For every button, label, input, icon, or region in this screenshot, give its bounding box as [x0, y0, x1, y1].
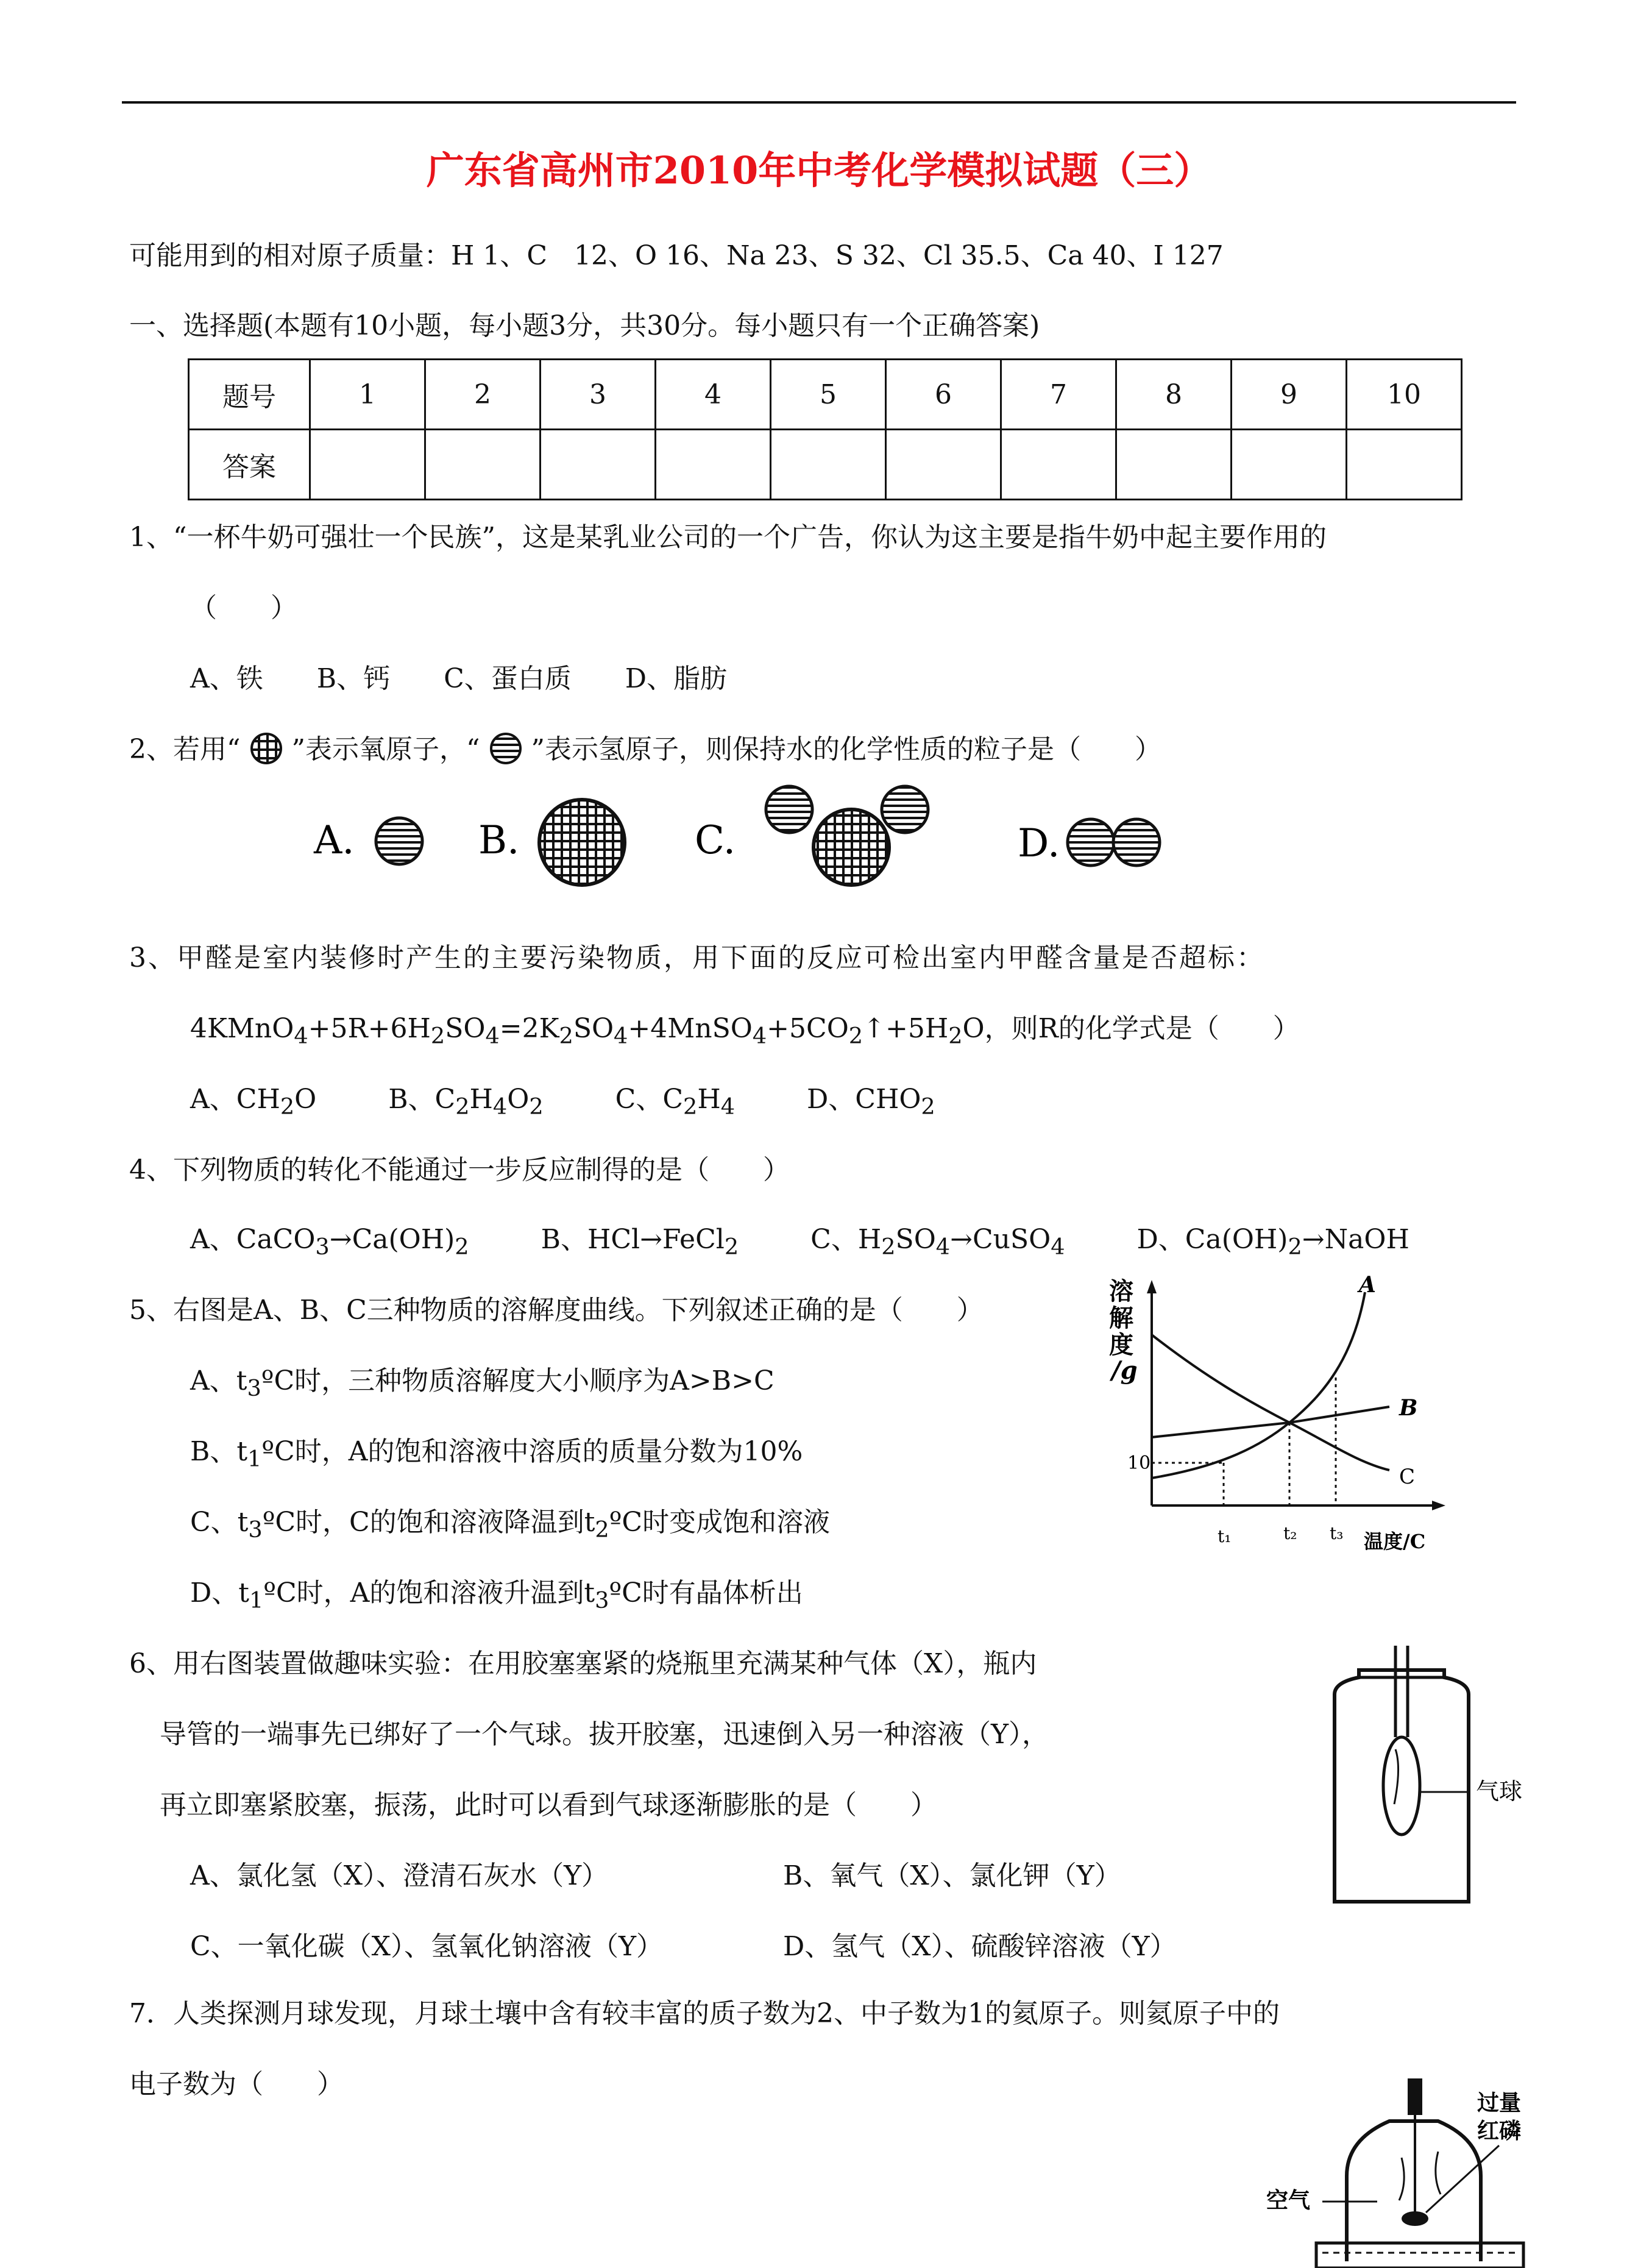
flask-outline — [1335, 1670, 1469, 1902]
subscript: 3 — [247, 1374, 261, 1401]
solubility-chart — [1097, 1274, 1475, 1560]
y-tick-label: 10 — [1127, 1452, 1151, 1474]
subscript: 3 — [315, 1233, 330, 1260]
x-tick-label-t2: t₂ — [1283, 1523, 1297, 1543]
answer-cell[interactable] — [310, 430, 425, 500]
table-row-label: 题号 — [189, 360, 310, 430]
answer-cell[interactable] — [1232, 430, 1347, 500]
option-text: H — [697, 1084, 721, 1115]
y-axis-arrow — [1147, 1280, 1157, 1293]
hydrogen-atom-icon — [766, 786, 812, 833]
q7-stem-1: 7．人类探测月球发现，月球土壤中含有较丰富的质子数为2、中子数为1的氦原子。则氦原子中的 — [129, 1998, 1280, 2029]
eq-text: SO — [573, 1013, 614, 1044]
q6-option-a: A、氯化氢（X）、澄清石灰水（Y） — [190, 1860, 609, 1891]
subscript: 2 — [683, 1093, 698, 1120]
q3-stem: 3、甲醛是室内装修时产生的主要污染物质，用下面的反应可检出室内甲醛含量是否超标： — [129, 942, 1265, 973]
q2-stem-part: ”表示氧原子，“ — [291, 734, 480, 765]
table-row — [189, 360, 1462, 430]
q6-stem-1: 6、用右图装置做趣味实验：在用胶塞塞紧的烧瓶里充满某种气体（X），瓶内 — [129, 1648, 1037, 1679]
hydrogen-atom-icon — [1068, 819, 1114, 866]
page-title: 广东省高州市2010年中考化学模拟试题（三） — [426, 148, 1212, 193]
table-row — [189, 430, 1462, 500]
hydrogen-atom-icon — [376, 818, 422, 864]
option-text: →NaOH — [1302, 1224, 1409, 1255]
subscript: 2 — [724, 1233, 739, 1260]
subscript: 2 — [1288, 1233, 1302, 1260]
q4-stem: 4、下列物质的转化不能通过一步反应制得的是（ ） — [129, 1154, 790, 1186]
option-text: →CuSO — [950, 1224, 1051, 1255]
q5-stem: 5、右图是A、B、C三种物质的溶解度曲线。下列叙述正确的是（ ） — [129, 1295, 984, 1326]
y-axis-label-2: 解 — [1109, 1304, 1133, 1332]
option-text: A、CH — [190, 1084, 280, 1115]
option-text: O — [294, 1084, 317, 1115]
q3-equation — [190, 1011, 1300, 1054]
q1-stem: 1、“一杯牛奶可强壮一个民族”，这是某乳业公司的一个广告，你认为这主要是指牛奶中起主要作用的 — [129, 522, 1327, 553]
eq-text: O，则R的化学式是（ ） — [962, 1013, 1300, 1044]
balloon-shading — [1394, 1749, 1399, 1804]
q2-stem-part: ”表示氢原子，则保持水的化学性质的粒子是（ ） — [531, 734, 1161, 765]
curve-a-label: A — [1359, 1274, 1376, 1298]
red-phosphorus-label-1: 过量 — [1477, 2090, 1522, 2116]
phosphorus-spoon — [1402, 2211, 1428, 2226]
table-cell: 1 — [310, 360, 425, 430]
q6-option-c: C、一氧化碳（X）、氢氧化钠溶液（Y） — [190, 1931, 664, 1962]
q7-stem-2: 电子数为（ ） — [129, 2069, 344, 2100]
subscript: 4 — [1051, 1233, 1065, 1260]
option-text: O — [507, 1084, 530, 1115]
option-text: ºC时，三种物质溶解度大小顺序为A>B>C — [261, 1365, 775, 1396]
option-text: A、CaCO — [190, 1224, 316, 1255]
q5-option-b — [190, 1434, 803, 1477]
subscript: 2 — [559, 1022, 573, 1049]
curve-b-label: B — [1399, 1395, 1418, 1421]
subscript: 4 — [935, 1233, 951, 1260]
section-heading: 一、选择题(本题有10小题，每小题3分，共30分。每小题只有一个正确答案) — [129, 310, 1040, 341]
y-axis-label-1: 溶 — [1109, 1277, 1133, 1306]
option-text: C、t — [190, 1507, 249, 1538]
subscript: 4 — [720, 1093, 736, 1120]
subscript: 2 — [848, 1022, 863, 1049]
answer-cell[interactable] — [886, 430, 1001, 500]
balloon-flask-figure — [1322, 1646, 1554, 1908]
oxygen-atom-icon — [539, 800, 625, 885]
oxygen-atom-icon — [814, 809, 889, 885]
answer-cell[interactable] — [541, 430, 656, 500]
q2-option-d-label: D. — [1018, 821, 1060, 866]
oxygen-atom-icon — [249, 731, 283, 766]
table-cell: 10 — [1347, 360, 1462, 430]
atomic-masses: 可能用到的相对原子质量：H 1、C 12、O 16、Na 23、S 32、Cl 35.5、Ca 40、I 127 — [129, 240, 1224, 271]
table-cell: 6 — [886, 360, 1001, 430]
option-text: D、Ca(OH) — [1136, 1224, 1288, 1255]
q6-stem-3: 再立即塞紧胶塞，振荡，此时可以看到气球逐渐膨胀的是（ ） — [160, 1790, 937, 1821]
smoke-mark — [1399, 2158, 1404, 2200]
option-text: B、t — [190, 1436, 248, 1467]
table-cell: 7 — [1001, 360, 1116, 430]
top-rule — [122, 101, 1516, 104]
x-axis-label: 温度/C — [1364, 1530, 1426, 1553]
subscript: 4 — [614, 1022, 628, 1049]
x-axis-arrow — [1432, 1501, 1445, 1510]
q3-options — [190, 1081, 935, 1125]
balloon-icon — [1383, 1737, 1420, 1835]
option-text: D、t — [190, 1577, 249, 1609]
x-tick-label-t1: t₁ — [1218, 1526, 1232, 1546]
curve-a — [1152, 1292, 1365, 1478]
answer-cell[interactable] — [771, 430, 886, 500]
x-tick-label-t3: t₃ — [1330, 1523, 1344, 1543]
q2-option-a-label: A. — [314, 818, 355, 863]
subscript: 3 — [595, 1587, 609, 1613]
answer-cell[interactable] — [1001, 430, 1116, 500]
option-text: D、CHO — [807, 1084, 921, 1115]
q2-option-c-label: C. — [695, 818, 736, 863]
red-phosphorus-figure — [1255, 2066, 1548, 2268]
subscript: 4 — [752, 1022, 767, 1049]
q6-option-b: B、氧气（X）、氯化钾（Y） — [783, 1860, 1121, 1891]
subscript: 2 — [881, 1233, 896, 1260]
table-cell: 8 — [1116, 360, 1232, 430]
table-cell: 9 — [1232, 360, 1347, 430]
subscript: 2 — [455, 1093, 470, 1120]
hydrogen-atom-icon — [1113, 819, 1160, 866]
answer-cell[interactable] — [425, 430, 541, 500]
table-row-label: 答案 — [189, 430, 310, 500]
subscript: 2 — [595, 1516, 609, 1543]
q6-option-d: D、氢气（X）、硫酸锌溶液（Y） — [783, 1931, 1177, 1962]
y-axis-label-3: 度 — [1109, 1331, 1133, 1359]
eq-text: +5CO — [767, 1013, 849, 1044]
eq-text: ↑+5H — [863, 1013, 949, 1044]
hydrogen-atom-icon — [882, 786, 928, 833]
option-text: →Ca(OH) — [329, 1224, 455, 1255]
subscript: 2 — [430, 1022, 445, 1049]
eq-text: +5R+6H — [308, 1013, 431, 1044]
air-label: 空气 — [1266, 2188, 1311, 2213]
subscript: 4 — [294, 1022, 308, 1049]
curve-c-label: C — [1399, 1465, 1416, 1489]
eq-text: 4KMnO — [190, 1013, 294, 1044]
q1-blank: （ ） — [190, 592, 297, 624]
y-axis-label-4: /g — [1112, 1356, 1138, 1385]
option-text: ºC时，A的饱和溶液升温到t — [263, 1577, 595, 1609]
option-text: ºC时有晶体析出 — [609, 1577, 803, 1609]
q2-stem-part: 2、若用“ — [129, 734, 241, 765]
option-text: ºC时，A的饱和溶液中溶质的质量分数为10% — [261, 1436, 803, 1467]
eq-text: =2K — [499, 1013, 559, 1044]
option-text: B、C — [388, 1084, 456, 1115]
q2-stem — [129, 731, 1161, 768]
stopper — [1408, 2078, 1422, 2115]
option-text: B、HCl→FeCl — [541, 1224, 725, 1255]
answer-cell[interactable] — [1347, 430, 1462, 500]
curve-c — [1152, 1335, 1389, 1470]
subscript: 1 — [249, 1587, 264, 1613]
subscript: 2 — [280, 1093, 295, 1120]
q1-options: A、铁 B、钙 C、蛋白质 D、脂肪 — [190, 663, 728, 694]
hydrogen-atom-icon — [489, 731, 523, 766]
q5-option-a — [190, 1363, 775, 1407]
subscript: 2 — [455, 1233, 469, 1260]
option-text: ºC时，C的饱和溶液降温到t — [262, 1507, 595, 1538]
table-cell: 4 — [656, 360, 771, 430]
option-text: A、t — [190, 1365, 247, 1396]
option-text: C、C — [615, 1084, 683, 1115]
answer-cell[interactable] — [1116, 430, 1232, 500]
eq-text: +4MnSO — [628, 1013, 753, 1044]
table-cell: 5 — [771, 360, 886, 430]
q4-options — [190, 1221, 1409, 1265]
q6-stem-2: 导管的一端事先已绑好了一个气球。拔开胶塞，迅速倒入另一种溶液（Y）， — [160, 1719, 1049, 1750]
subscript: 2 — [529, 1093, 544, 1120]
balloon-label: 气球 — [1476, 1778, 1523, 1805]
q2-option-b-label: B. — [478, 818, 520, 863]
subscript: 1 — [247, 1445, 262, 1472]
table-cell: 2 — [425, 360, 541, 430]
eq-text: SO — [445, 1013, 486, 1044]
option-text: SO — [895, 1224, 936, 1255]
subscript: 4 — [492, 1093, 508, 1120]
answer-table — [188, 358, 1462, 500]
subscript: 2 — [948, 1022, 963, 1049]
table-cell: 3 — [541, 360, 656, 430]
answer-cell[interactable] — [656, 430, 771, 500]
q5-option-d — [190, 1575, 803, 1619]
smoke-mark — [1436, 2152, 1441, 2194]
q2-options-figure — [305, 780, 1219, 890]
option-text: C、H — [810, 1224, 882, 1255]
option-text: ºC时变成饱和溶液 — [609, 1507, 831, 1538]
red-phosphorus-label-2: 红磷 — [1477, 2118, 1522, 2144]
option-text: H — [469, 1084, 493, 1115]
subscript: 4 — [485, 1022, 500, 1049]
q5-option-c — [190, 1504, 830, 1548]
subscript: 3 — [248, 1516, 263, 1543]
subscript: 2 — [921, 1093, 935, 1120]
